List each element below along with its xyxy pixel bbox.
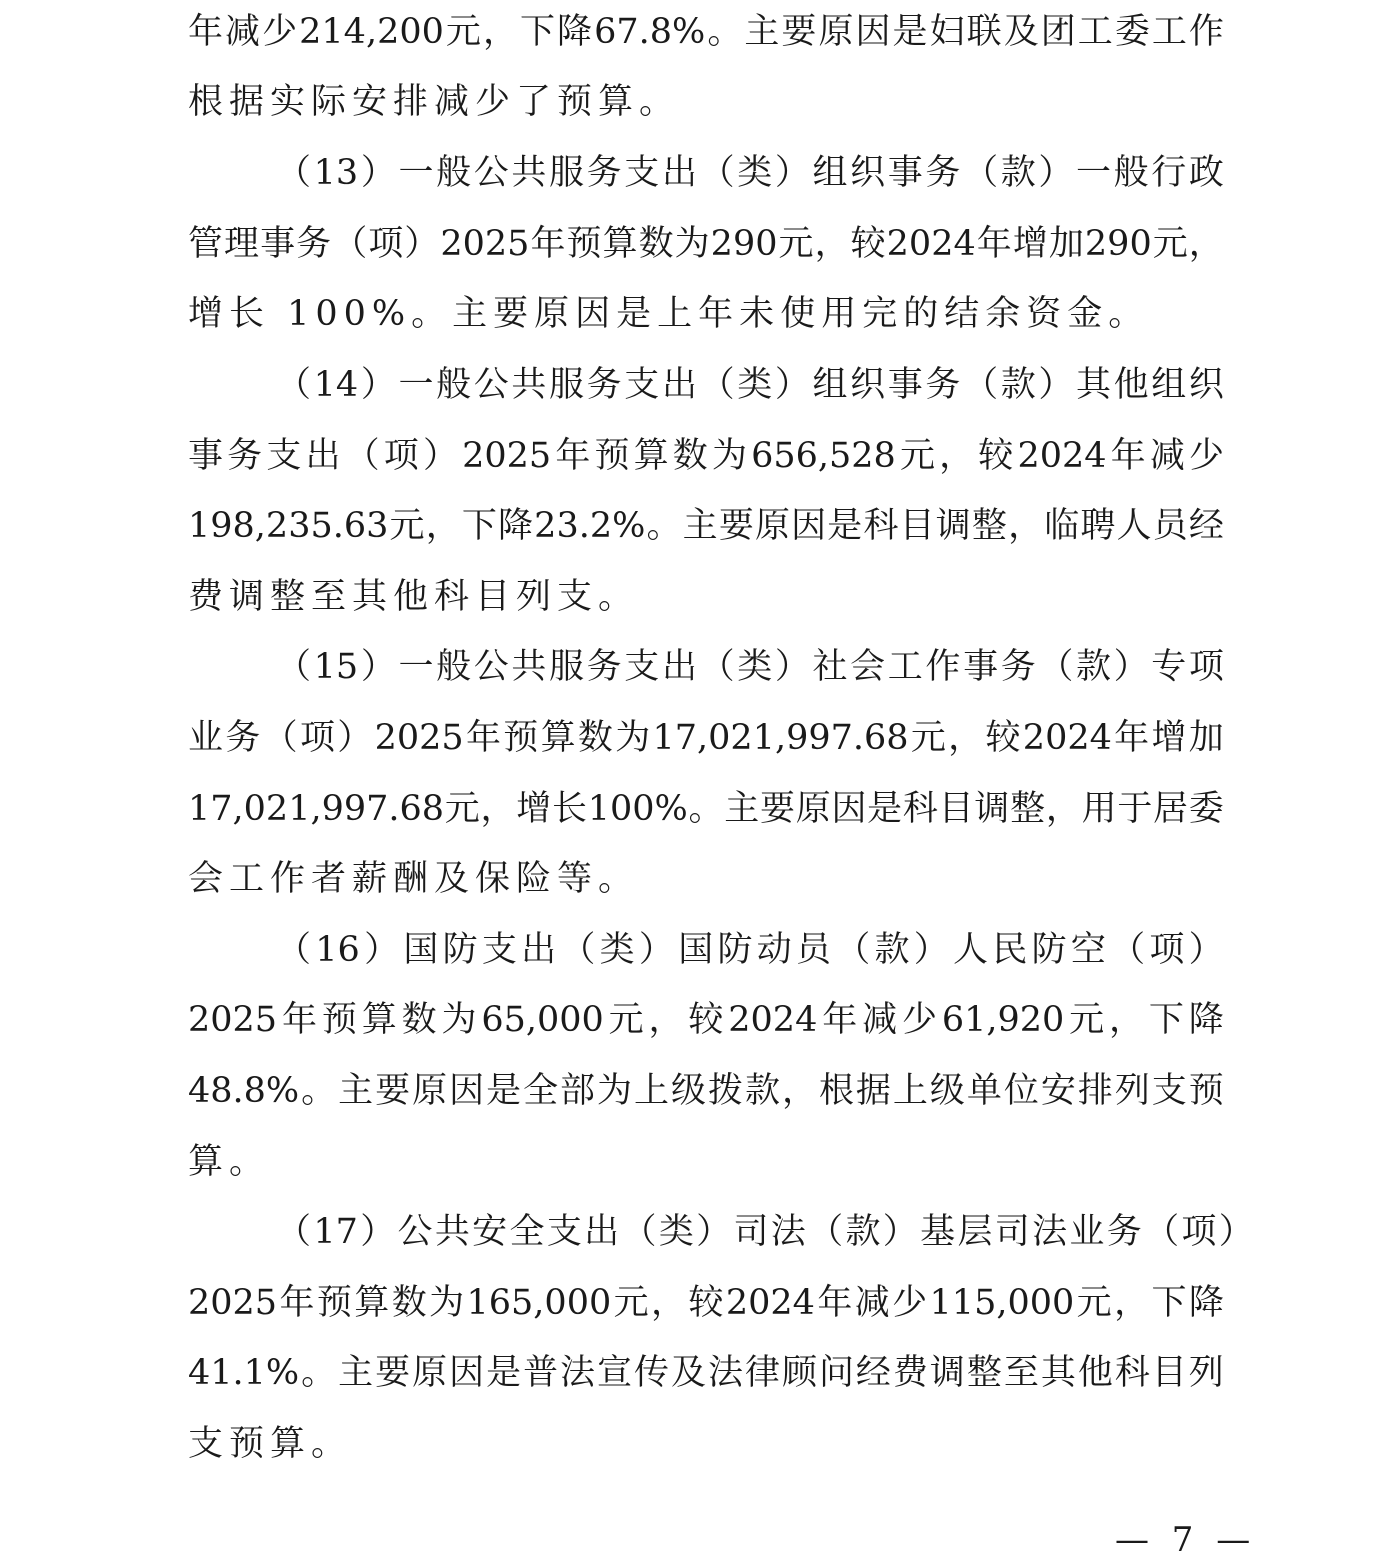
text-line: 业 务 （ 项 ） 2025 年 预 算 数 为 17,021,997.68 元 ， 较 2024 年 增 加 (188, 718, 1224, 758)
text-line: 年 减 少 214,200 元 ， 下 降 67.8% 。 主 要 原 因 是 妇 联 及 团 工 委 工 作 (188, 12, 1224, 52)
text-line: 根据实际安排减少了预算。 (188, 82, 681, 122)
text-line: 48.8% 。 主 要 原 因 是 全 部 为 上 级 拨 款 ， 根 据 上 级 单 位 安 排 列 支 预 (188, 1071, 1224, 1111)
paragraph-16-heading: （ 16 ） 国 防 支 出 （ 类 ） 国 防 动 员 （ 款 ） 人 民 防 空 （ 项 ） (276, 930, 1224, 970)
text-line: 支预算。 (188, 1424, 353, 1464)
text-line: 费调整至其他科目列支。 (188, 577, 640, 617)
text-line: 管 理 事 务 （ 项 ） 2025 年 预 算 数 为 290 元 ， 较 2024 年 增 加 290 元 ， (188, 224, 1224, 264)
paragraph-14-heading: （ 14 ） 一 般 公 共 服 务 支 出 （ 类 ） 组 织 事 务 （ 款 ） 其 他 组 织 (276, 365, 1224, 405)
paragraph-13-heading: （ 13 ） 一 般 公 共 服 务 支 出 （ 类 ） 组 织 事 务 （ 款 ） 一 般 行 政 (276, 153, 1224, 193)
text-line: 算。 (188, 1142, 271, 1182)
text-line: 41.1% 。 主 要 原 因 是 普 法 宣 传 及 法 律 顾 问 经 费 调 整 至 其 他 科 目 列 (188, 1353, 1224, 1393)
text-line: 198,235.63 元 ， 下 降 23.2% 。 主 要 原 因 是 科 目 调 整 ， 临 聘 人 员 经 (188, 506, 1224, 546)
text-line: 17,021,997.68 元 ， 增 长 100% 。 主 要 原 因 是 科 目 调 整 ， 用 于 居 委 (188, 789, 1224, 829)
text-line: 2025 年 预 算 数 为 165,000 元 ， 较 2024 年 减 少 115,000 元 ， 下 降 (188, 1283, 1224, 1323)
text-line: 会工作者薪酬及保险等。 (188, 859, 640, 899)
paragraph-15-heading: （ 15 ） 一 般 公 共 服 务 支 出 （ 类 ） 社 会 工 作 事 务 （ 款 ） 专 项 (276, 647, 1224, 687)
text-line: 事 务 支 出 （ 项 ） 2025 年 预 算 数 为 656,528 元 ， 较 2024 年 减 少 (188, 436, 1224, 476)
text-line: 增长 100%。主要原因是上年未使用完的结余资金。 (188, 294, 1150, 334)
paragraph-17-heading: （ 17 ） 公 共 安 全 支 出 （ 类 ） 司 法 （ 款 ） 基 层 司 法 业 务 （ 项 ） (276, 1212, 1254, 1252)
text-line: 2025 年 预 算 数 为 65,000 元 ， 较 2024 年 减 少 61,920 元 ， 下 降 (188, 1000, 1224, 1040)
page-number: — 7 — (1115, 1520, 1257, 1560)
